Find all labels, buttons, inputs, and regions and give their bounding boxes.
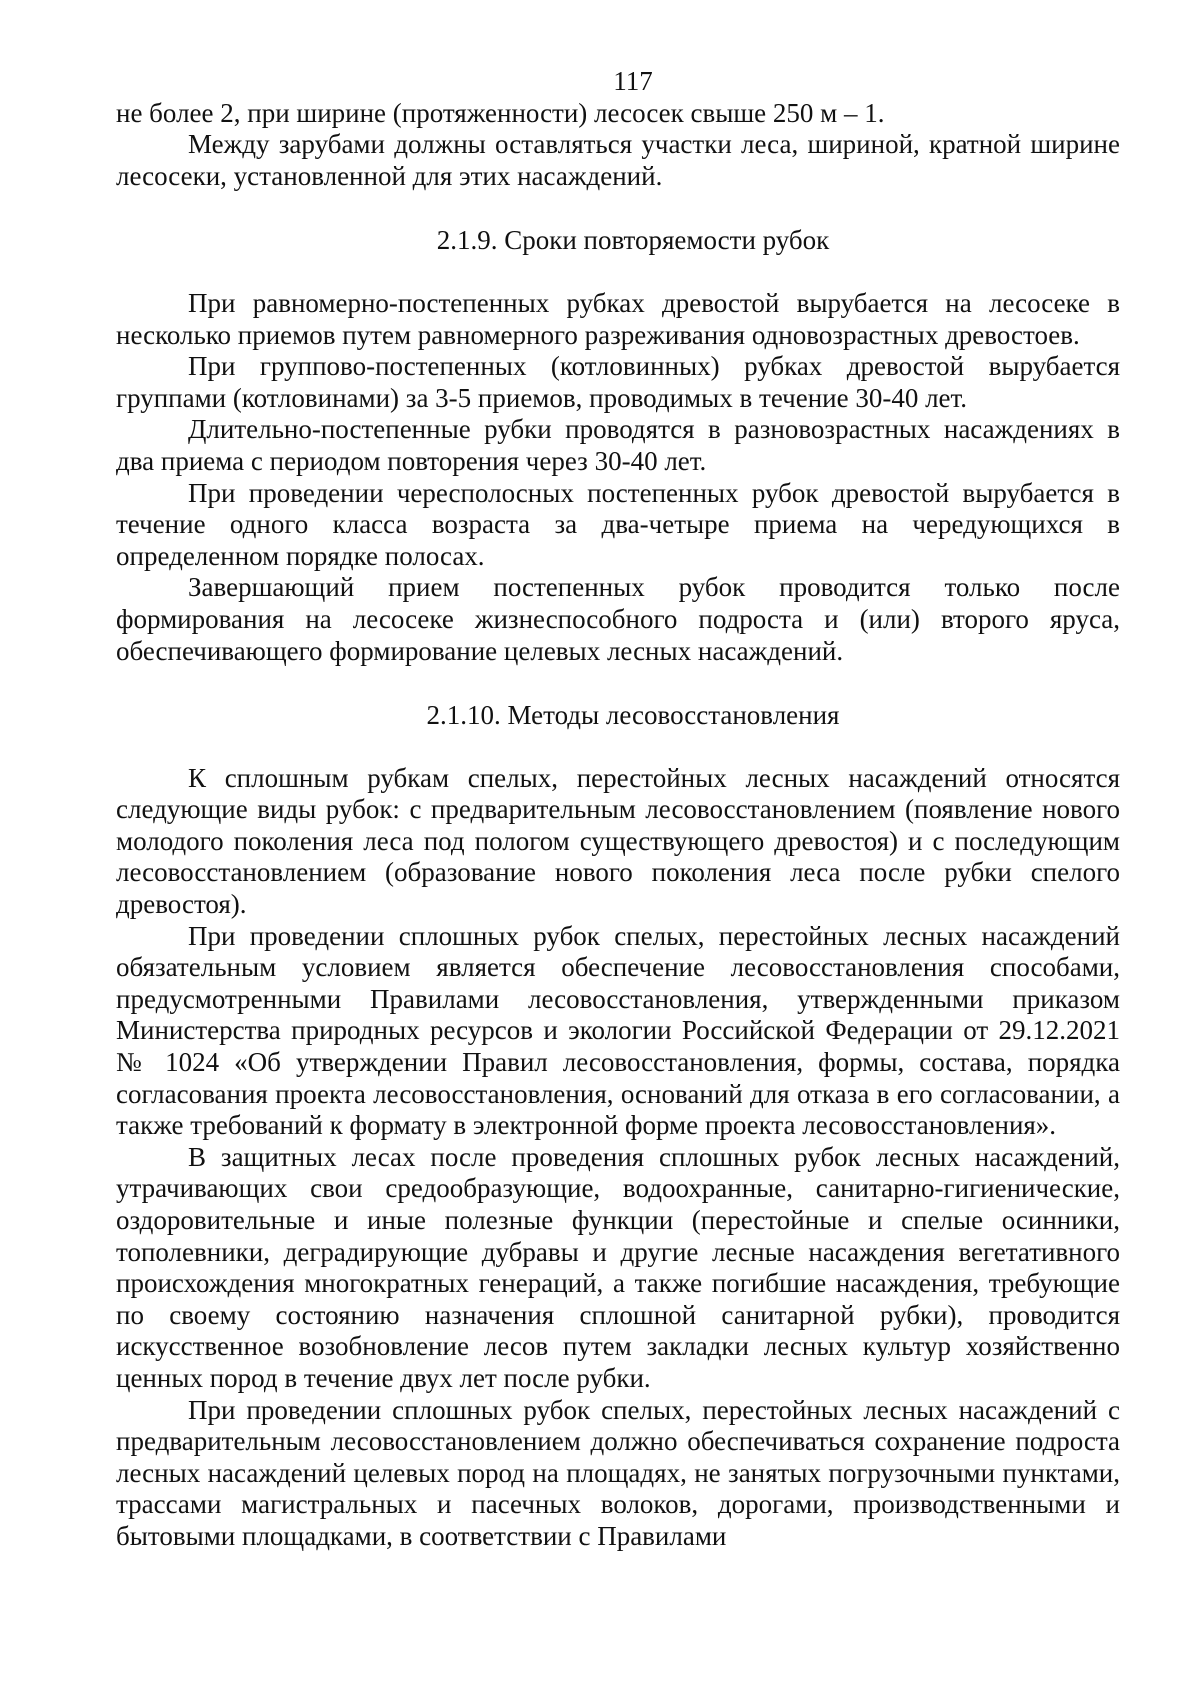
page-number: 117 [613,66,653,96]
paragraph: При равномерно-постепенных рубках древостой вырубается на лесосеке в несколько приемов путем равномерного разреживания одновозрастных древостоев. [116,287,1120,350]
paragraph: При проведении чересполосных постепенных рубок древостой вырубается в течение одного класса возраста за два-четыре приема на чередующихся в определенном порядке полосах. [116,477,1120,571]
section-heading-2-1-10: 2.1.10. Методы лесовосстановления [426,700,840,731]
paragraph-continuation: не более 2, при ширине (протяженности) лесосек свыше 250 м – 1. [116,97,885,128]
paragraph: Завершающий прием постепенных рубок проводится только после формирования на лесосеке жизнеспособного подроста и (или) второго яруса, обеспечивающего формирование целевых лесных насаждений. [116,572,1120,666]
section-heading-2-1-9: 2.1.9. Сроки повторяемости рубок [436,225,830,256]
paragraph: В защитных лесах после проведения сплошных рубок лесных насаждений, утрачивающих свои средообразующие, водоохранные, санитарно-гигиенические, оздоровительные и иные полезные функции (перестойные и спелые осинники, тополевники, деградирующие дубравы и другие лесные насаждения вегетативного происхождения многократных генераций, а также погибшие насаждения, требующие по своему состоянию назначения сплошной санитарной рубки), проводится искусственное возобновление лесов путем закладки лесных культур хозяйственно ценных пород в течение двух лет после рубки. [116,1141,1120,1393]
paragraph: Между зарубами должны оставляться участки леса, шириной, кратной ширине лесосеки, установленной для этих насаждений. [116,129,1120,191]
paragraph-continues-next-page: При проведении сплошных рубок спелых, перестойных лесных насаждений с предварительным лесовосстановлением должно обеспечиваться сохранение подроста лесных насаждений целевых пород на площадях, не занятых погрузочными пунктами, трассами магистральных и пасечных волоков, дорогами, производственными и бытовыми площадками, в соответствии с Правилами [116,1394,1120,1551]
paragraph: К сплошным рубкам спелых, перестойных лесных насаждений относятся следующие виды рубок: с предварительным лесовосстановлением (появление нового молодого поколения леса под пологом существующего древостоя) и с последующим лесовосстановлением (образование нового поколения леса после рубки спелого древостоя). [116,762,1120,920]
paragraph: При проведении сплошных рубок спелых, перестойных лесных насаждений обязательным условием является обеспечение лесовосстановления способами, предусмотренными Правилами лесовосстановления, утвержденными приказом Министерства природных ресурсов и экологии Российской Федерации от 29.12.2021 № 1024 «Об утверждении Правил лесовосстановления, формы, состава, порядка согласования проекта лесовосстановления, оснований для отказа в его согласовании, а также требований к формату в электронной форме проекта лесовосстановления». [116,920,1120,1141]
document-page [116,66,1120,1553]
paragraph: Длительно-постепенные рубки проводятся в разновозрастных насаждениях в два приема с периодом повторения через 30-40 лет. [116,414,1120,476]
paragraph: При группово-постепенных (котловинных) рубках древостой вырубается группами (котловинами) за 3-5 приемов, проводимых в течение 30-40 лет. [116,351,1120,413]
